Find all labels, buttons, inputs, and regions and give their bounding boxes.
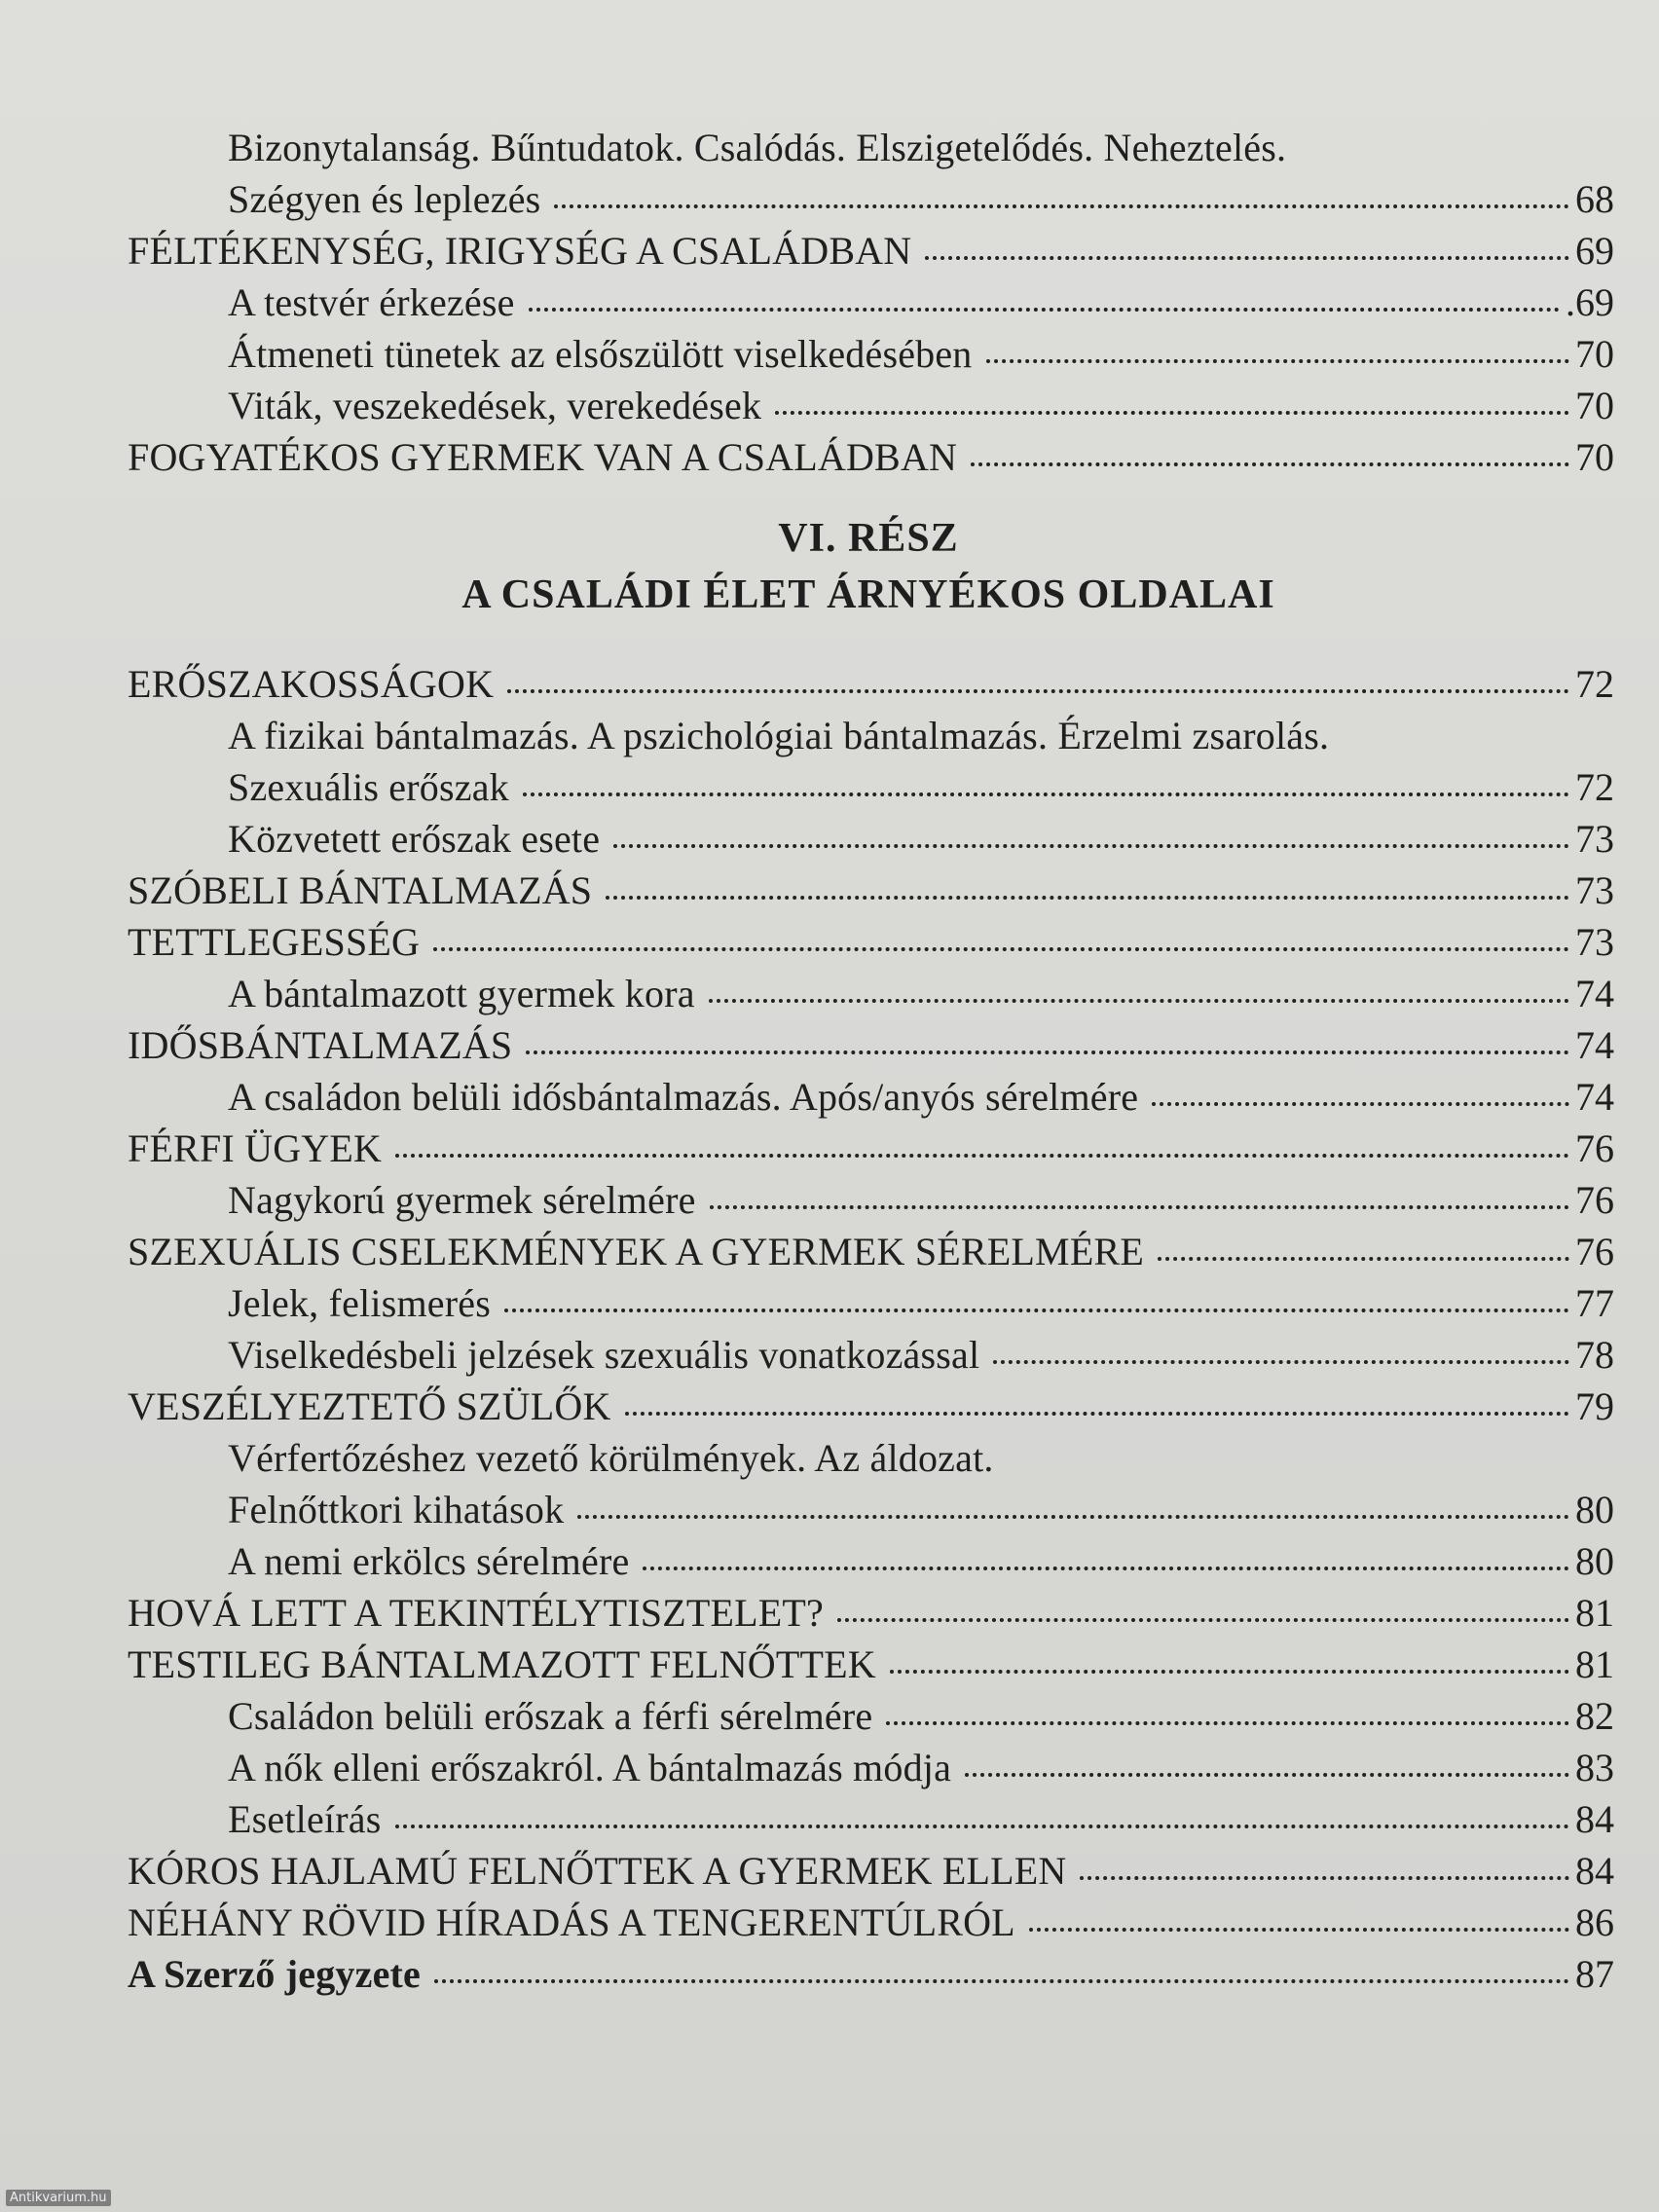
- dot-leader: [925, 250, 1569, 260]
- toc-page-number: 73: [1575, 920, 1614, 964]
- dot-leader: [606, 890, 1569, 900]
- toc-page-number: 79: [1575, 1384, 1614, 1428]
- toc-chapter-title: FOGYATÉKOS GYERMEK VAN A CSALÁDBAN: [128, 435, 958, 479]
- dot-leader: [643, 1561, 1569, 1570]
- dot-leader: [526, 1045, 1569, 1054]
- toc-page-number: 72: [1575, 765, 1614, 809]
- toc-chapter-title: SZÓBELI BÁNTALMAZÁS: [128, 868, 593, 912]
- dot-leader: [507, 683, 1569, 693]
- toc-subtopic-title: Jelek, felismerés: [228, 1281, 491, 1325]
- toc-entry: [0, 761, 1659, 813]
- toc-entry: [0, 865, 1659, 916]
- toc-entry: [0, 1329, 1659, 1381]
- toc-entry: [0, 1226, 1659, 1277]
- toc-subtopic-title: Átmeneti tünetek az elsőszülött viselkedésében: [228, 332, 973, 376]
- toc-entry: [0, 173, 1659, 225]
- toc-entry: [0, 122, 1659, 173]
- toc-page-number: 76: [1575, 1230, 1614, 1273]
- toc-entry: [0, 968, 1659, 1019]
- section-title: A CSALÁDI ÉLET ÁRNYÉKOS OLDALAI: [461, 572, 1275, 617]
- toc-page-number: 70: [1575, 384, 1614, 427]
- dot-leader: [395, 1819, 1570, 1828]
- toc-chapter-title: VESZÉLYEZTETŐ SZÜLŐK: [128, 1384, 611, 1428]
- toc-entry: [0, 1277, 1659, 1329]
- dot-leader: [433, 941, 1569, 951]
- toc-entry: [0, 1019, 1659, 1071]
- toc-subtopic-title: Nagykorú gyermek sérelmére: [228, 1178, 696, 1222]
- toc-page-number: 83: [1575, 1746, 1614, 1789]
- section-number: VI. RÉSZ: [778, 516, 959, 561]
- toc-page-number: 86: [1575, 1900, 1614, 1944]
- toc-entry: [0, 1845, 1659, 1897]
- toc-page-number: 74: [1575, 972, 1614, 1015]
- dot-leader: [554, 199, 1569, 208]
- dot-leader: [965, 1767, 1569, 1777]
- toc-subtopic-title: A családon belüli idősbántalmazás. Após/anyós sérelmére: [228, 1075, 1139, 1119]
- toc-entry: [0, 1123, 1659, 1174]
- toc-entry: [0, 710, 1659, 761]
- toc-entry: [0, 1535, 1659, 1587]
- toc-entry: [0, 328, 1659, 380]
- dot-leader: [993, 1354, 1569, 1364]
- toc-chapter-title: FÉRFI ÜGYEK: [128, 1126, 383, 1170]
- toc-page-number: 77: [1575, 1281, 1614, 1325]
- section-heading: [0, 510, 1659, 623]
- toc-subtopic-title: Viselkedésbeli jelzések szexuális vonatkozással: [228, 1333, 980, 1377]
- toc-chapter-title: FÉLTÉKENYSÉG, IRIGYSÉG A CSALÁDBAN: [128, 229, 912, 273]
- dot-leader: [434, 1973, 1569, 1983]
- toc-subtopic-title: Szégyen és leplezés: [228, 177, 541, 221]
- dot-leader: [986, 353, 1569, 363]
- toc-top-block: [0, 122, 1659, 483]
- toc-entry: [0, 916, 1659, 968]
- toc-chapter-title: KÓROS HAJLAMÚ FELNŐTTEK A GYERMEK ELLEN: [128, 1849, 1067, 1893]
- dot-leader: [529, 302, 1560, 312]
- toc-subtopic-title: A testvér érkezése: [228, 280, 515, 324]
- toc-chapter-title: TESTILEG BÁNTALMAZOTT FELNŐTTEK: [128, 1642, 876, 1686]
- toc-subtopic-title: A nők elleni erőszakról. A bántalmazás módja: [228, 1746, 952, 1789]
- toc-page-number: .69: [1566, 280, 1614, 324]
- toc-page-number: 70: [1575, 332, 1614, 376]
- toc-entry: [0, 1793, 1659, 1845]
- toc-entry: [0, 380, 1659, 431]
- toc-page-number: 87: [1575, 1952, 1614, 1996]
- toc-entry: [0, 1381, 1659, 1432]
- dot-leader: [504, 1303, 1569, 1312]
- dot-leader: [710, 1199, 1569, 1209]
- toc-subtopic-title: Felnőttkori kihatások: [228, 1488, 565, 1531]
- toc-page-number: 76: [1575, 1126, 1614, 1170]
- toc-page-number: 78: [1575, 1333, 1614, 1377]
- toc-entry: [0, 225, 1659, 276]
- toc-subtopic-title: A bántalmazott gyermek kora: [228, 972, 695, 1015]
- toc-entry: [0, 658, 1659, 710]
- toc-chapter-title: ERŐSZAKOSSÁGOK: [128, 662, 495, 706]
- toc-subtopic-title: Viták, veszekedések, verekedések: [228, 384, 762, 427]
- dot-leader: [886, 1715, 1569, 1725]
- dot-leader: [625, 1406, 1569, 1416]
- toc-entry: [0, 1432, 1659, 1484]
- dot-leader: [1152, 1096, 1569, 1106]
- toc-entry: [0, 1742, 1659, 1793]
- toc-subtopic-title: A fizikai bántalmazás. A pszichológiai bántalmazás. Érzelmi zsarolás.: [228, 714, 1330, 757]
- toc-page-number: 74: [1575, 1023, 1614, 1067]
- toc-chapter-title: SZEXUÁLIS CSELEKMÉNYEK A GYERMEK SÉRELMÉRE: [128, 1230, 1144, 1273]
- toc-subtopic-title: Vérfertőzéshez vezető körülmények. Az áldozat.: [228, 1436, 994, 1480]
- toc-chapter-title: A Szerző jegyzete: [128, 1952, 421, 1996]
- toc-page-number: 68: [1575, 177, 1614, 221]
- toc-subtopic-title: Bizonytalanság. Bűntudatok. Csalódás. Elszigetelődés. Neheztelés.: [228, 126, 1287, 169]
- toc-chapter-title: TETTLEGESSÉG: [128, 920, 421, 964]
- toc-entry: [0, 1948, 1659, 2000]
- dot-leader: [577, 1509, 1569, 1519]
- toc-page-number: 84: [1575, 1849, 1614, 1893]
- dot-leader: [709, 993, 1569, 1003]
- dot-leader: [837, 1612, 1569, 1622]
- toc-page-number: 72: [1575, 662, 1614, 706]
- dot-leader: [775, 405, 1569, 415]
- toc-subtopic-title: Esetleírás: [228, 1797, 382, 1841]
- dot-leader: [1158, 1251, 1569, 1261]
- toc-bottom-block: [0, 658, 1659, 2000]
- toc-entry: [0, 431, 1659, 483]
- dot-leader: [1080, 1870, 1569, 1880]
- toc-entry: [0, 1071, 1659, 1123]
- toc-page-number: 74: [1575, 1075, 1614, 1119]
- watermark-label: Antikvarium.hu: [6, 2190, 111, 2206]
- toc-page-number: 81: [1575, 1642, 1614, 1686]
- toc-page-number: 73: [1575, 817, 1614, 861]
- toc-entry: [0, 276, 1659, 328]
- toc-page-number: 84: [1575, 1797, 1614, 1841]
- toc-subtopic-title: Családon belüli erőszak a férfi sérelmére: [228, 1694, 873, 1738]
- toc-page-number: 69: [1575, 229, 1614, 273]
- toc-page-number: 80: [1575, 1488, 1614, 1531]
- toc-page-number: 81: [1575, 1591, 1614, 1635]
- toc-entry: [0, 1897, 1659, 1948]
- toc-page-number: 73: [1575, 868, 1614, 912]
- toc-entry: [0, 1639, 1659, 1690]
- toc-page-number: 70: [1575, 435, 1614, 479]
- toc-entry: [0, 813, 1659, 865]
- toc-subtopic-title: Közvetett erőszak esete: [228, 817, 601, 861]
- dot-leader: [613, 838, 1569, 848]
- toc-page-number: 76: [1575, 1178, 1614, 1222]
- dot-leader: [1029, 1922, 1569, 1932]
- toc-entry: [0, 1174, 1659, 1226]
- dot-leader: [890, 1664, 1569, 1674]
- toc-chapter-title: IDŐSBÁNTALMAZÁS: [128, 1023, 513, 1067]
- toc-page-number: 80: [1575, 1539, 1614, 1583]
- dot-leader: [395, 1148, 1569, 1158]
- toc-entry: [0, 1484, 1659, 1535]
- toc-subtopic-title: Szexuális erőszak: [228, 765, 509, 809]
- toc-entry: [0, 1587, 1659, 1639]
- dot-leader: [523, 787, 1569, 796]
- toc-chapter-title: HOVÁ LETT A TEKINTÉLYTISZTELET?: [128, 1591, 825, 1635]
- toc-entry: [0, 1690, 1659, 1742]
- toc-page-number: 82: [1575, 1694, 1614, 1738]
- dot-leader: [971, 457, 1569, 466]
- toc-subtopic-title: A nemi erkölcs sérelmére: [228, 1539, 630, 1583]
- toc-chapter-title: NÉHÁNY RÖVID HÍRADÁS A TENGERENTÚLRÓL: [128, 1900, 1015, 1944]
